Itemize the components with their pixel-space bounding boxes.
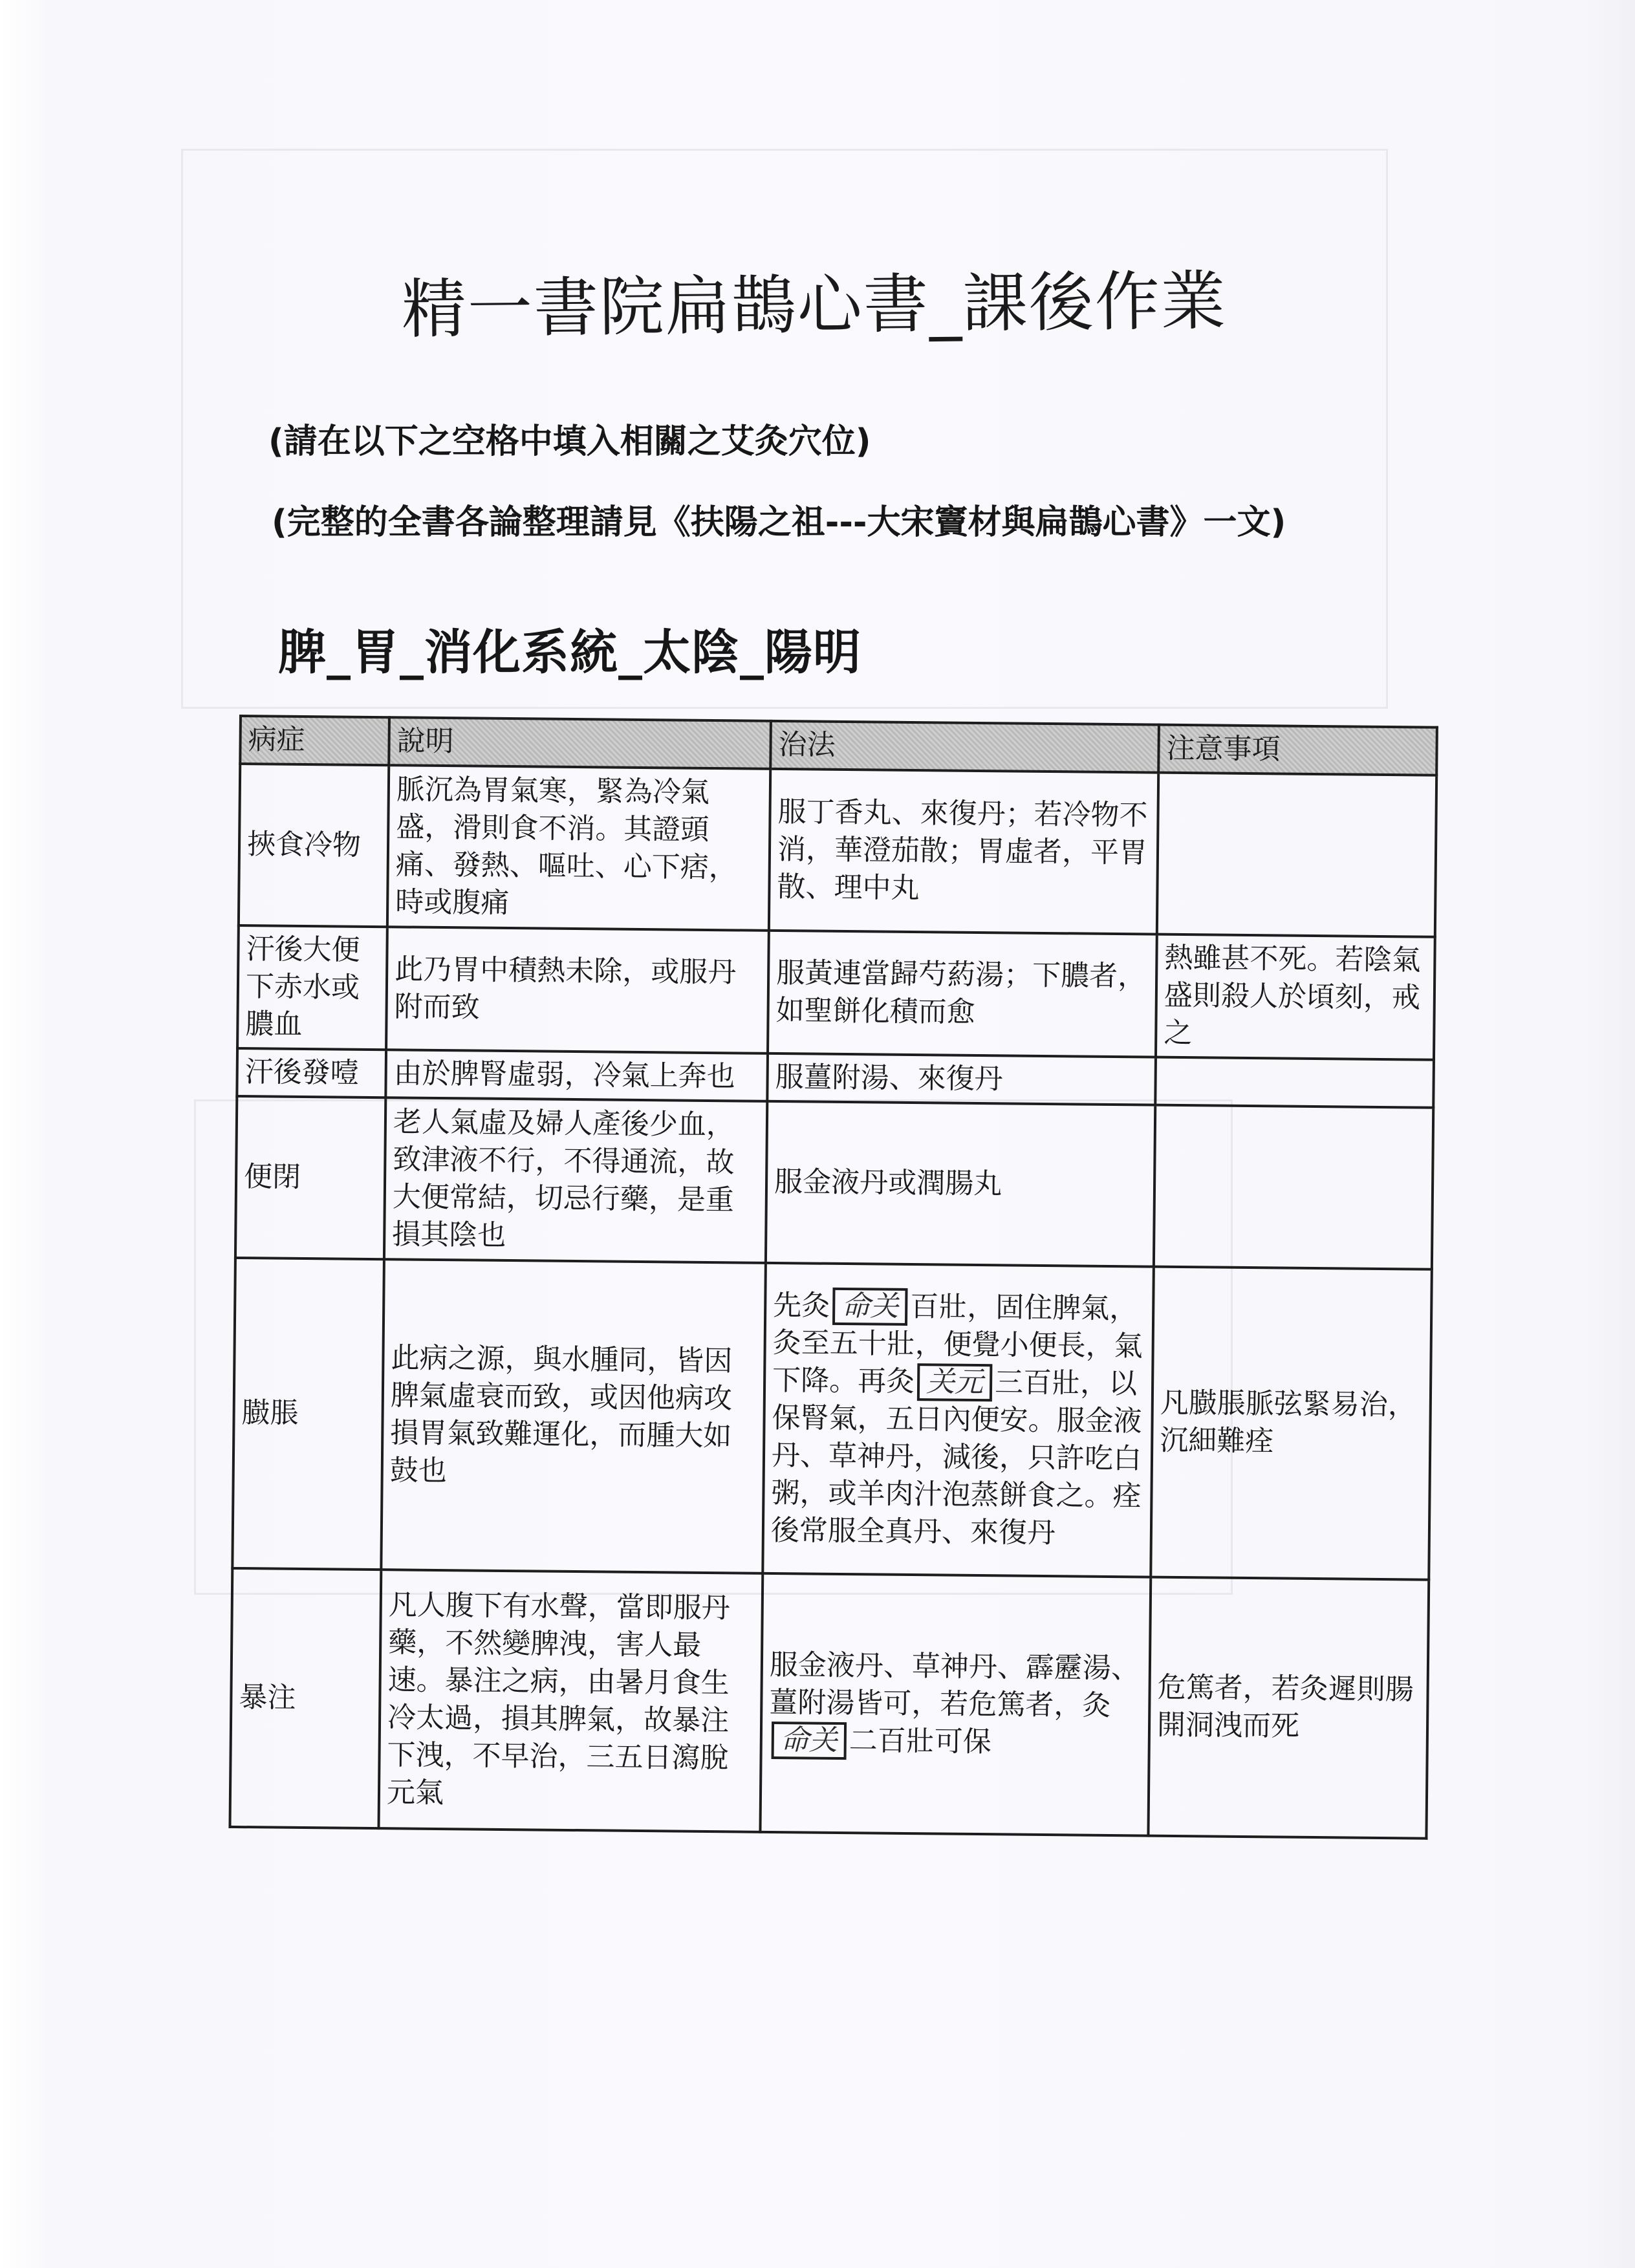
- explanation-cell: 此乃胃中積熱未除，或服丹附而致: [386, 927, 769, 1053]
- table-row: [235, 1096, 1433, 1269]
- explanation-cell: 由於脾腎虛弱，冷氣上奔也: [385, 1050, 768, 1101]
- note-cell: 熱雖甚不死。若陰氣盛則殺人於頃刻，戒之: [1156, 934, 1435, 1060]
- explanation-cell: 凡人腹下有水聲，當即服丹藥，不然變脾洩，害人最速。暴注之病，由暑月食生冷太過，損其脾氣，故暴注下洩，不早治，三五日瀉脫元氣: [378, 1570, 763, 1832]
- acupoint-answer-box[interactable]: 关元: [917, 1363, 993, 1401]
- header-disease: 病症: [240, 716, 389, 765]
- header-treatment: 治法: [770, 721, 1159, 773]
- note-cell: [1154, 1105, 1433, 1269]
- table-row: [239, 764, 1436, 937]
- note-cell: [1157, 773, 1436, 937]
- explanation-cell: 此病之源，與水腫同，皆因脾氣虛衰而致，或因他病攻損胃氣致難運化，而腫大如鼓也: [381, 1259, 766, 1573]
- treatment-text: 服金液丹、草神丹、霹靂湯、薑附湯皆可，若危篤者，灸: [769, 1648, 1140, 1723]
- section-heading: 脾_胃_消化系統_太陰_陽明: [278, 625, 861, 680]
- treatment-cell: 服丁香丸、來復丹；若冷物不消，華澄茄散；胃虛者，平胃散、理中丸: [769, 769, 1158, 934]
- disease-cell: 汗後發噎: [237, 1048, 386, 1097]
- instruction-text: (請在以下之空格中填入相關之艾灸穴位): [268, 422, 871, 461]
- header-notes: 注意事項: [1158, 725, 1437, 775]
- treatment-cell: [760, 1573, 1151, 1836]
- treatment-text: 百壯，固住脾氣，灸至五十壯，便覺小便長，氣下降。再灸: [772, 1290, 1143, 1399]
- disease-cell: 汗後大便下赤水或膿血: [237, 925, 387, 1050]
- homework-table-container: [228, 715, 1435, 1840]
- treatment-text: 先灸: [773, 1288, 830, 1323]
- header-explanation: 說明: [389, 717, 771, 769]
- acupoint-answer-box[interactable]: 命关: [772, 1722, 847, 1760]
- treatment-cell: 服金液丹或潤腸丸: [766, 1101, 1155, 1267]
- treatment-cell: 服黃連當歸芍葯湯；下膿者，如聖餅化積而愈: [768, 931, 1157, 1057]
- reference-text: (完整的全書各論整理請見《扶陽之祖---大宋竇材與扁鵲心書》一文): [272, 503, 1286, 542]
- note-cell: [1155, 1057, 1434, 1108]
- treatment-text: 三百壯，以保腎氣，五日內便安。服金液丹、草神丹，減後，只許吃白粥，或羊肉汁泡蒸餅食之。痊後常服全真丹、來復丹: [770, 1366, 1142, 1550]
- disease-cell: 臌脹: [232, 1258, 384, 1570]
- disease-cell: 暴注: [230, 1568, 381, 1828]
- note-cell: 凡臌脹脈弦緊易治，沉細難痊: [1151, 1267, 1432, 1580]
- disease-cell: 挾食冷物: [239, 764, 389, 927]
- table-row: [232, 1258, 1432, 1580]
- explanation-cell: 脈沉為胃氣寒，緊為冷氣盛，滑則食不消。其證頭痛、發熱、嘔吐、心下痞，時或腹痛: [387, 765, 770, 931]
- table-row: [237, 925, 1435, 1060]
- explanation-cell: 老人氣虛及婦人產後少血，致津液不行，不得通流，故大便常結，切忌行藥，是重損其陰也: [384, 1097, 767, 1263]
- acupoint-answer-box[interactable]: 命关: [832, 1288, 908, 1326]
- document-title: 精一書院扁鵲心書_課後作業: [401, 263, 1228, 347]
- homework-table: [228, 715, 1438, 1840]
- table-row: [230, 1568, 1429, 1839]
- treatment-text: 二百壯可保: [849, 1724, 992, 1759]
- note-cell: 危篤者，若灸遲則腸開洞洩而死: [1148, 1577, 1429, 1839]
- treatment-cell: [763, 1263, 1154, 1577]
- disease-cell: 便閉: [235, 1096, 385, 1259]
- treatment-cell: 服薑附湯、來復丹: [767, 1053, 1156, 1105]
